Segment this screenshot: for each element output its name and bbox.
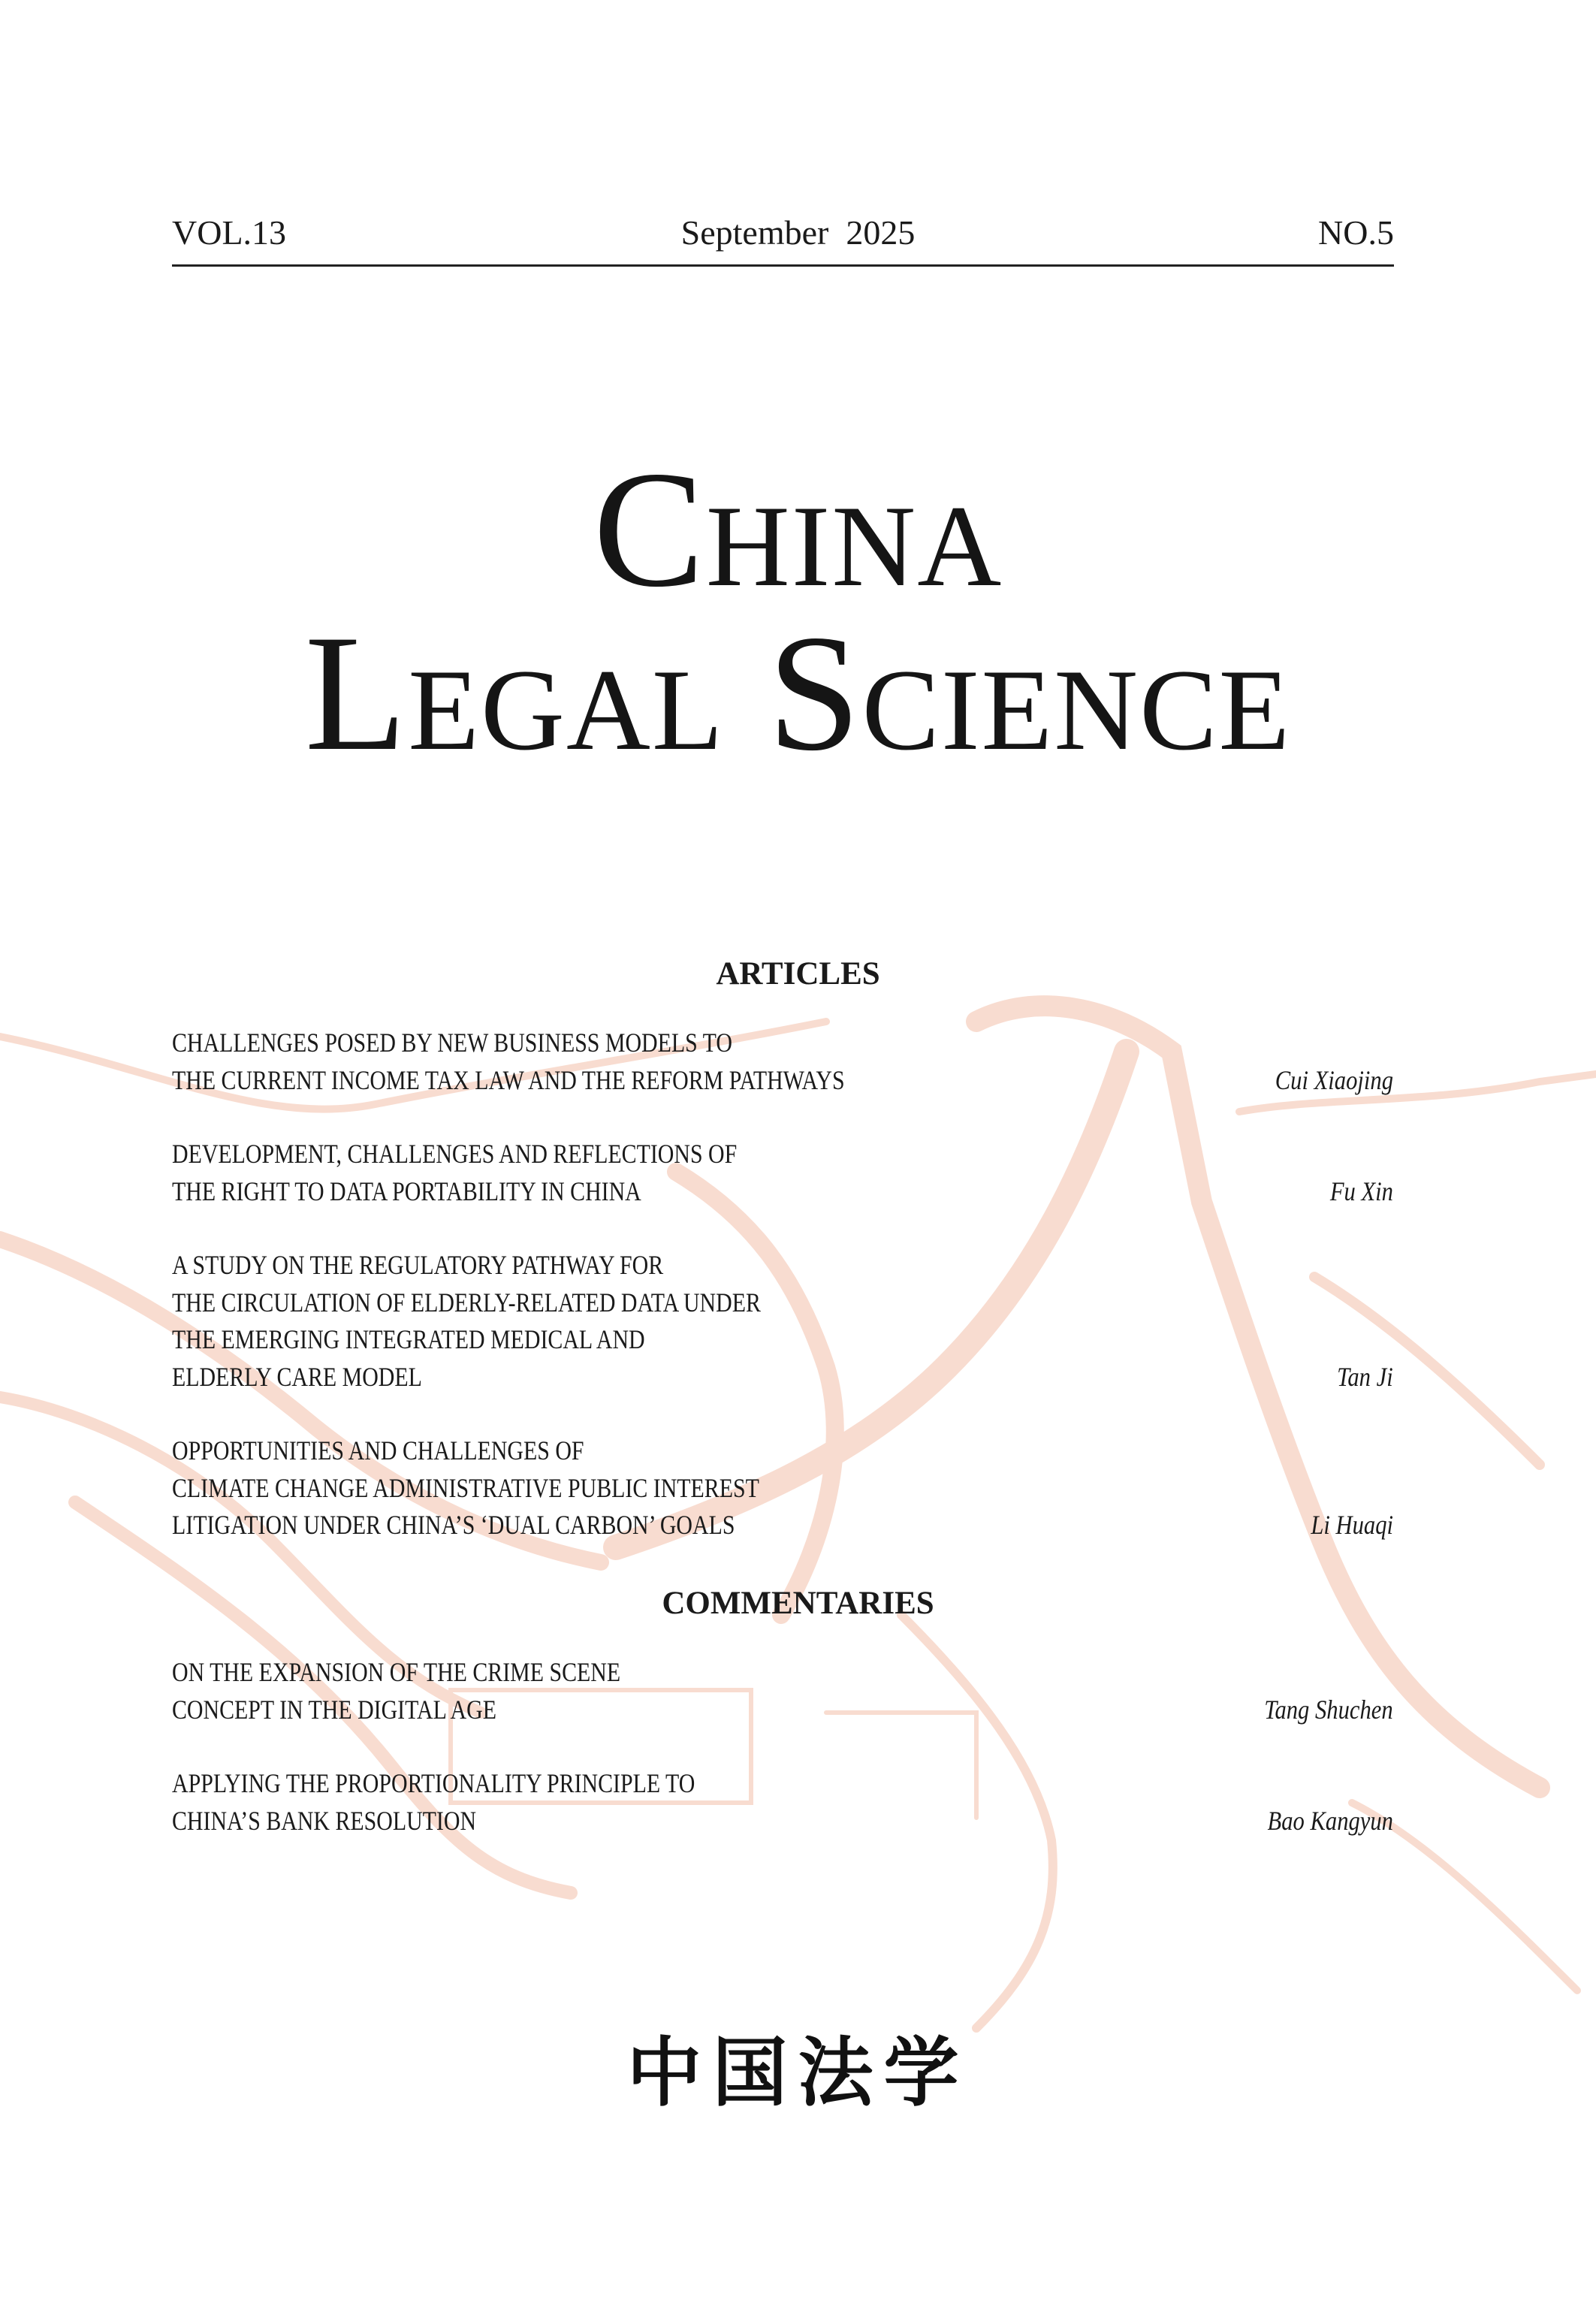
title-line: CHINA’S BANK RESOLUTION <box>172 1805 477 1836</box>
author-name: Fu Xin <box>1329 1176 1393 1206</box>
author-name: Li Huaqi <box>1311 1510 1393 1540</box>
header-rule <box>172 264 1394 267</box>
articles-entry-title <box>172 1136 852 1210</box>
articles-entry-title <box>172 1247 881 1396</box>
author-name: Cui Xiaojing <box>1275 1064 1393 1095</box>
author-name: Tan Ji <box>1337 1361 1393 1392</box>
title-line: ON THE EXPANSION OF THE CRIME SCENE <box>172 1657 621 1687</box>
articles-entry-title <box>172 1025 982 1099</box>
title-line: APPLYING THE PROPORTIONALITY PRINCIPLE TO <box>172 1768 695 1798</box>
title-line: THE EMERGING INTEGRATED MEDICAL AND <box>172 1324 645 1354</box>
commentaries-entry-title <box>172 1765 802 1840</box>
journal-title-line2: Legal Science <box>304 601 1292 786</box>
title-line: DEVELOPMENT, CHALLENGES AND REFLECTIONS OF <box>172 1139 738 1169</box>
title-line: THE CURRENT INCOME TAX LAW AND THE REFORM PATHWAYS <box>172 1064 845 1095</box>
issue-number: NO.5 <box>1318 213 1394 252</box>
title-line: CONCEPT IN THE DIGITAL AGE <box>172 1694 496 1725</box>
chinese-title-logo: 中国法学 <box>626 2029 970 2117</box>
title-line: ELDERLY CARE MODEL <box>172 1361 422 1392</box>
title-line: CLIMATE CHANGE ADMINISTRATIVE PUBLIC INTEREST <box>172 1472 759 1503</box>
title-line: OPPORTUNITIES AND CHALLENGES OF <box>172 1435 584 1465</box>
title-line: CHALLENGES POSED BY NEW BUSINESS MODELS TO <box>172 1028 732 1058</box>
journal-title-line1: China <box>593 437 1003 622</box>
articles-entry-title <box>172 1432 879 1544</box>
articles-heading: ARTICLES <box>716 956 880 992</box>
title-line: THE RIGHT TO DATA PORTABILITY IN CHINA <box>172 1176 641 1206</box>
title-line: A STUDY ON THE REGULATORY PATHWAY FOR <box>172 1250 664 1280</box>
volume-label: VOL.13 <box>172 213 287 252</box>
title-line: THE CIRCULATION OF ELDERLY-RELATED DATA UNDER <box>172 1287 761 1317</box>
commentaries-entry-title <box>172 1654 712 1728</box>
author-name: Bao Kangyun <box>1267 1805 1393 1836</box>
title-line: LITIGATION UNDER CHINA’S ‘DUAL CARBON’ GOALS <box>172 1510 735 1540</box>
author-name: Tang Shuchen <box>1264 1694 1393 1725</box>
commentaries-heading: COMMENTARIES <box>662 1586 934 1621</box>
issue-date: September 2025 <box>680 213 916 252</box>
